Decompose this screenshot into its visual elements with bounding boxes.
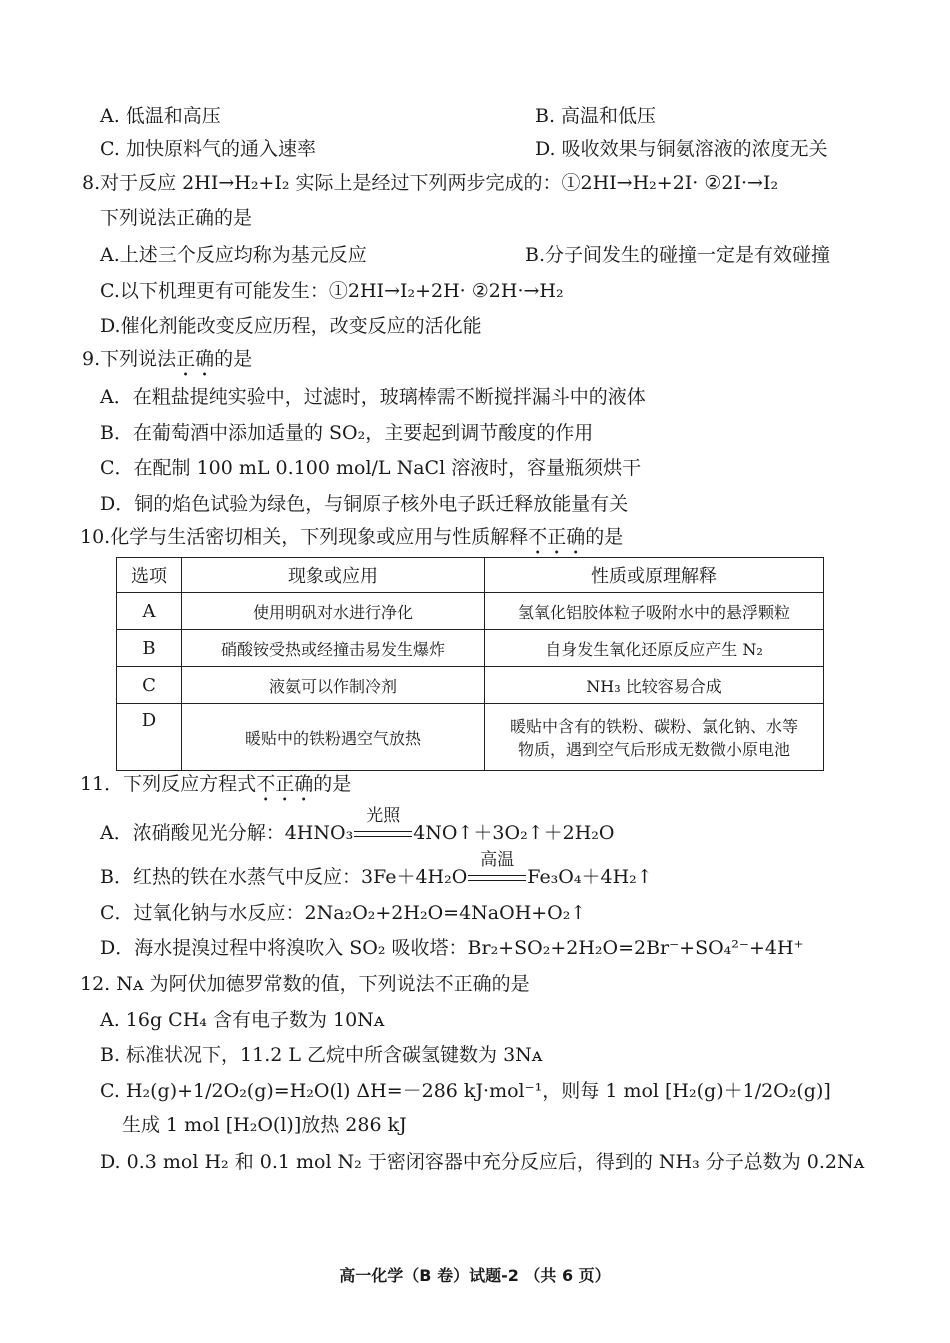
q11-option-d: D．海水提溴过程中将溴吹入 SO₂ 吸收塔：Br₂+SO₂+2H₂O=2Br⁻+SO₄²⁻+4H⁺ — [100, 937, 804, 959]
table-cell-explanation: 氢氧化铝胶体粒子吸附水中的悬浮颗粒 — [485, 593, 824, 630]
table-row — [117, 667, 824, 704]
q9-stem — [82, 346, 252, 381]
table-cell-option: C — [117, 667, 182, 704]
q10-stem — [80, 524, 623, 559]
q8-option-a: A.上述三个反应均称为基元反应 — [100, 244, 367, 266]
condition-high-temp: 高温 — [480, 850, 515, 870]
q11-a-post: 4NO↑＋3O₂↑＋2H₂O — [413, 822, 615, 844]
q11-option-b — [100, 850, 653, 890]
condition-light: 光照 — [366, 806, 401, 826]
table-header: 选项 — [117, 558, 182, 593]
q11-b-post: Fe₃O₄＋4H₂↑ — [527, 866, 653, 888]
q9-stem-post: 的是 — [214, 348, 253, 370]
q9-option-b: B．在葡萄酒中添加适量的 SO₂，主要起到调节酸度的作用 — [100, 422, 594, 444]
q8-stem-2: 下列说法正确的是 — [100, 207, 253, 229]
explanation-line-2: 物质，遇到空气后形成无数微小原电池 — [517, 740, 790, 759]
q11-b-pre: B．红热的铁在水蒸气中反应：3Fe＋4H₂O — [100, 866, 468, 888]
q10-stem-post: 的是 — [585, 526, 624, 548]
reaction-condition-arrow — [468, 850, 526, 885]
table-header: 现象或应用 — [182, 558, 485, 593]
q7-option-b: B. 高温和低压 — [535, 105, 657, 127]
q12-stem: 12. Nᴀ 为阿伏加德罗常数的值，下列说法不正确的是 — [80, 973, 530, 995]
q11-stem-post: 的是 — [313, 773, 352, 795]
q11-stem — [80, 771, 351, 806]
q8-option-c: C.以下机理更有可能发生：①2HI→I₂+2H· ②2H·→H₂ — [100, 280, 564, 302]
q11-option-a — [100, 806, 615, 846]
table-cell-application: 液氨可以作制冷剂 — [182, 667, 485, 704]
table-cell-application: 使用明矾对水进行净化 — [182, 593, 485, 630]
table-cell-explanation: NH₃ 比较容易合成 — [485, 667, 824, 704]
q10-stem-emphasis: 不正确 — [528, 526, 586, 548]
q8-stem: 8.对于反应 2HI→H₂+I₂ 实际上是经过下列两步完成的：①2HI→H₂+2I· ②2I·→I₂ — [82, 172, 779, 194]
table-cell-application: 硝酸铵受热或经撞击易发生爆炸 — [182, 630, 485, 667]
q11-stem-emphasis: 不正确 — [256, 773, 314, 795]
q10-table — [116, 557, 824, 771]
table-header: 性质或原理解释 — [485, 558, 824, 593]
table-row — [117, 704, 824, 771]
page-footer: 高一化学（B 卷）试题-2 （共 6 页） — [339, 1266, 611, 1285]
table-row — [117, 630, 824, 667]
q11-stem-pre: 11．下列反应方程式 — [80, 773, 257, 795]
q7-option-a: A. 低温和高压 — [100, 105, 221, 127]
q9-option-a: A．在粗盐提纯实验中，过滤时，玻璃棒需不断搅拌漏斗中的液体 — [100, 386, 646, 408]
table-cell-option: A — [117, 593, 182, 630]
table-cell-application: 暖贴中的铁粉遇空气放热 — [182, 704, 485, 771]
q8-option-d: D.催化剂能改变反应历程，改变反应的活化能 — [100, 315, 482, 337]
q12-option-c: C. H₂(g)+1/2O₂(g)=H₂O(l) ΔH=－286 kJ·mol⁻¹，则每 1 mol [H₂(g)＋1/2O₂(g)] — [100, 1080, 831, 1102]
q12-option-b: B. 标准状况下，11.2 L 乙烷中所含碳氢键数为 3Nᴀ — [100, 1044, 543, 1066]
q9-stem-emphasis: 正确 — [176, 348, 215, 370]
q10-stem-pre: 10.化学与生活密切相关，下列现象或应用与性质解释 — [80, 526, 529, 548]
q9-option-c: C．在配制 100 mL 0.100 mol/L NaCl 溶液时，容量瓶须烘干 — [100, 457, 642, 479]
reaction-condition-arrow — [354, 806, 412, 841]
q12-option-a: A. 16g CH₄ 含有电子数为 10Nᴀ — [100, 1009, 385, 1031]
table-row — [117, 593, 824, 630]
q9-stem-pre: 9.下列说法 — [82, 348, 177, 370]
q12-option-c-cont: 生成 1 mol [H₂O(l)]放热 286 kJ — [122, 1114, 407, 1136]
q12-option-d: D. 0.3 mol H₂ 和 0.1 mol N₂ 于密闭容器中充分反应后，得到的 NH₃ 分子总数为 0.2Nᴀ — [100, 1151, 865, 1173]
explanation-line-1: 暖贴中含有的铁粉、碳粉、氯化钠、水等 — [509, 717, 798, 736]
table-cell-option: D — [117, 704, 182, 771]
table-cell-explanation: 自身发生氧化还原反应产生 N₂ — [485, 630, 824, 667]
q7-option-d: D. 吸收效果与铜氨溶液的浓度无关 — [535, 138, 828, 160]
q9-option-d: D．铜的焰色试验为绿色，与铜原子核外电子跃迁释放能量有关 — [100, 493, 629, 515]
q11-a-pre: A．浓硝酸见光分解：4HNO₃ — [100, 822, 354, 844]
table-cell-explanation — [485, 704, 824, 771]
q7-option-c: C. 加快原料气的通入速率 — [100, 138, 316, 160]
q11-option-c: C．过氧化钠与水反应：2Na₂O₂+2H₂O=4NaOH+O₂↑ — [100, 902, 587, 924]
table-cell-option: B — [117, 630, 182, 667]
q8-option-b: B.分子间发生的碰撞一定是有效碰撞 — [525, 244, 831, 266]
